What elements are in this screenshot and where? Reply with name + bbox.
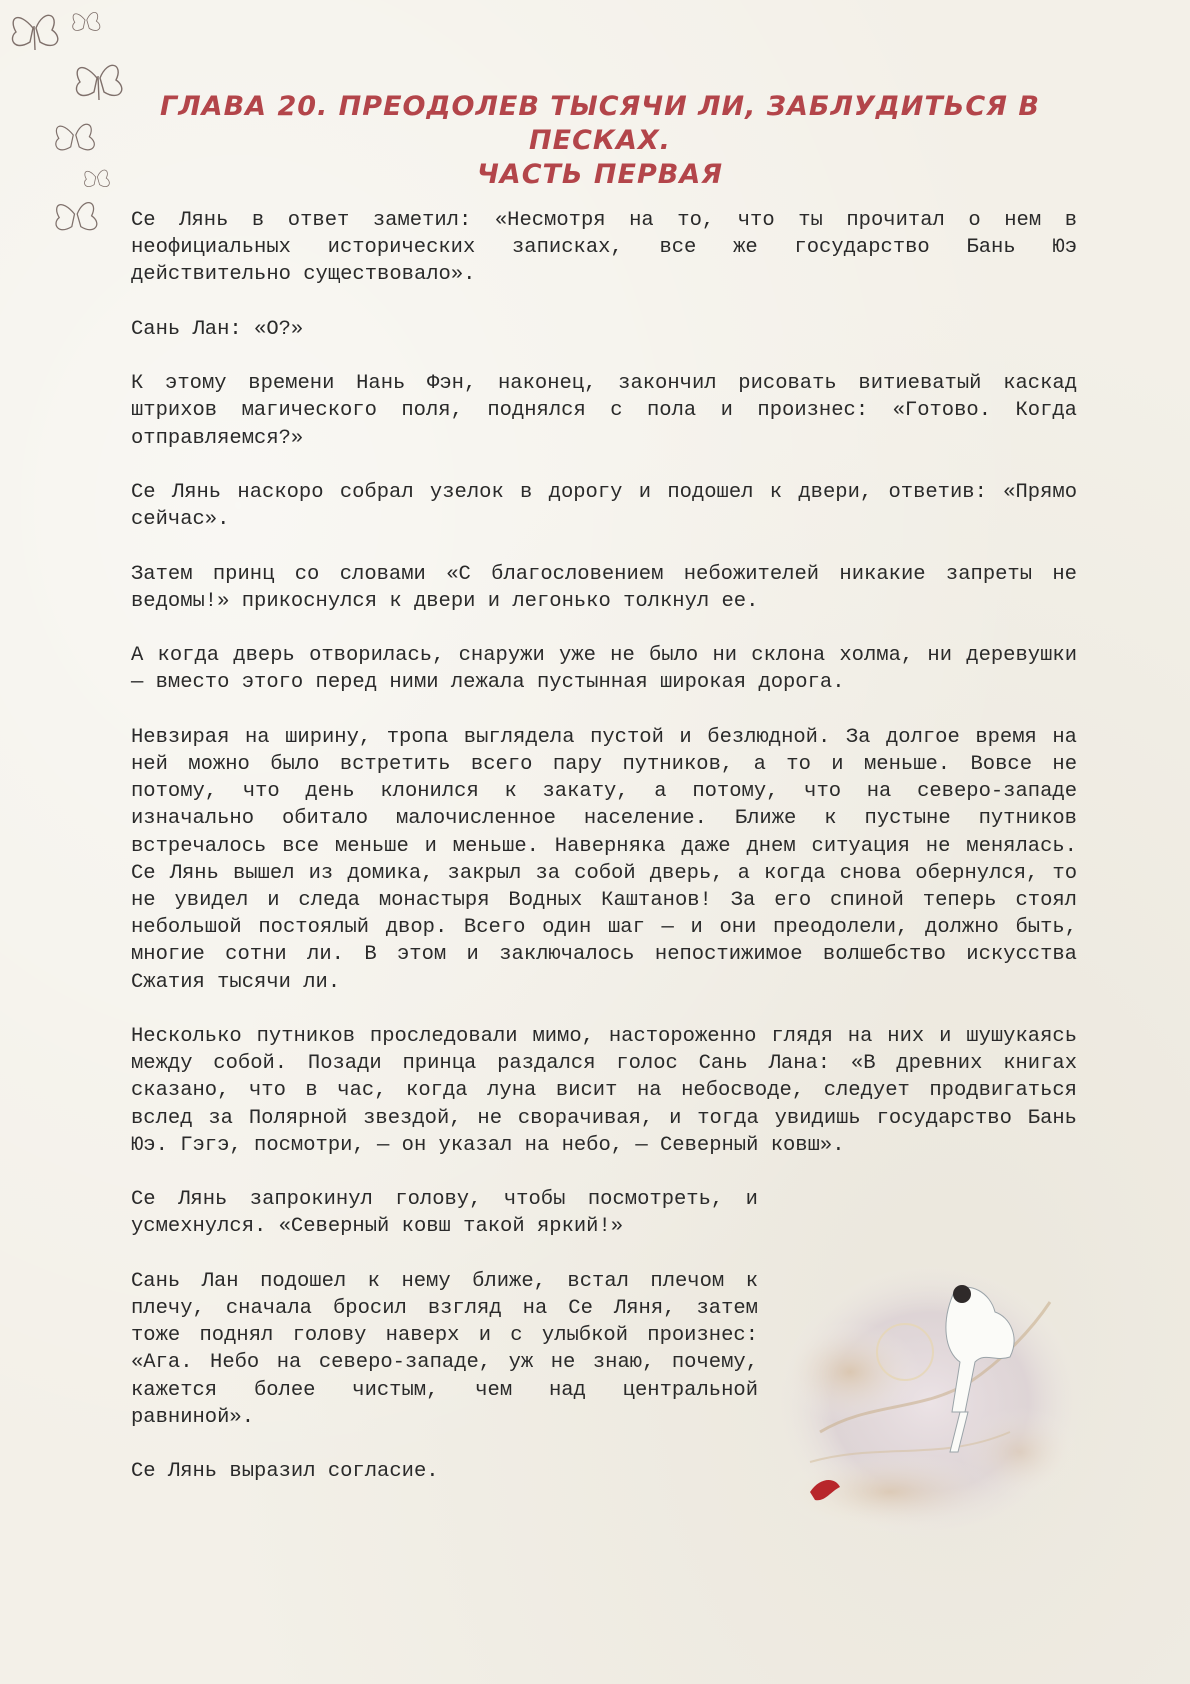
chapter-title: [150, 90, 1050, 192]
paragraph: Сань Лан подошел к нему ближе, встал плечом к плечу, сначала бросил взгляд на Се Ляня, затем тоже поднял голову наверх и с улыбкой произнес: «Ага. Небо на северо-западе, уж не знаю, почему, кажется более чистым, чем над центральной равниной».: [131, 1269, 758, 1429]
illustration-icon: [780, 1262, 1080, 1537]
chapter-title-line1: ГЛАВА 20. ПРЕОДОЛЕВ ТЫСЯЧИ ЛИ, ЗАБЛУДИТЬСЯ В ПЕСКАХ.: [160, 91, 1040, 156]
butterflies-icon: [0, 0, 150, 250]
paragraph: Затем принц со словами «С благословением небожителей никакие запреты не ведомы!» прикоснулся к двери и легонько толкнул ее.: [131, 562, 1077, 613]
paragraph: Се Лянь выразил согласие.: [131, 1460, 439, 1484]
paragraph: Сань Лан: «О?»: [131, 317, 304, 341]
paragraph: Невзирая на ширину, тропа выглядела пустой и безлюдной. За долгое время на ней можно было встретить всего пару путников, а то и меньше. Вовсе не потому, что день клонился к закату, а потому, что на северо-западе изначально обитало малочисленное население. Ближе к пустыне путников встречалось все меньше и меньше. Наверняка даже днем ситуация не менялась. Се Лянь вышел из домика, закрыл за собой дверь, а когда снова обернулся, то не увидел и следа монастыря Водных Каштанов! За его спиной теперь стоял небольшой постоялый двор. Всего один шаг — и они преодолели, должно быть, многие сотни ли. В этом и заключалось непостижимое волшебство искусства Сжатия тысячи ли.: [131, 725, 1077, 994]
paragraph: К этому времени Нань Фэн, наконец, закончил рисовать витиеватый каскад штрихов магического поля, поднялся с пола и произнес: «Готово. Когда отправляемся?»: [131, 372, 1077, 450]
paragraph: А когда дверь отворилась, снаружи уже не было ни склона холма, ни деревушки — вместо этого перед ними лежала пустынная широкая дорога.: [131, 644, 1077, 695]
paragraph: Се Лянь в ответ заметил: «Несмотря на то, что ты прочитал о нем в неофициальных исторических записках, все же государство Бань Юэ действительно существовало».: [131, 209, 1077, 287]
paragraph: Се Лянь наскоро собрал узелок в дорогу и подошел к двери, ответив: «Прямо сейчас».: [131, 480, 1077, 532]
chapter-title-line2: ЧАСТЬ ПЕРВАЯ: [476, 159, 724, 190]
paragraph: Се Лянь запрокинул голову, чтобы посмотреть, и усмехнулся. «Северный ковш такой яркий!»: [131, 1188, 758, 1239]
paragraph: Несколько путников проследовали мимо, настороженно глядя на них и шушукаясь между собой. Позади принца раздался голос Сань Лана: «В древних книгах сказано, что в час, когда луна висит на небосводе, следует продвигаться вслед за Полярной звездой, не сворачивая, и тогда увидишь государство Бань Юэ. Гэгэ, посмотри, — он указал на небо, — Северный ковш».: [131, 1024, 1077, 1157]
